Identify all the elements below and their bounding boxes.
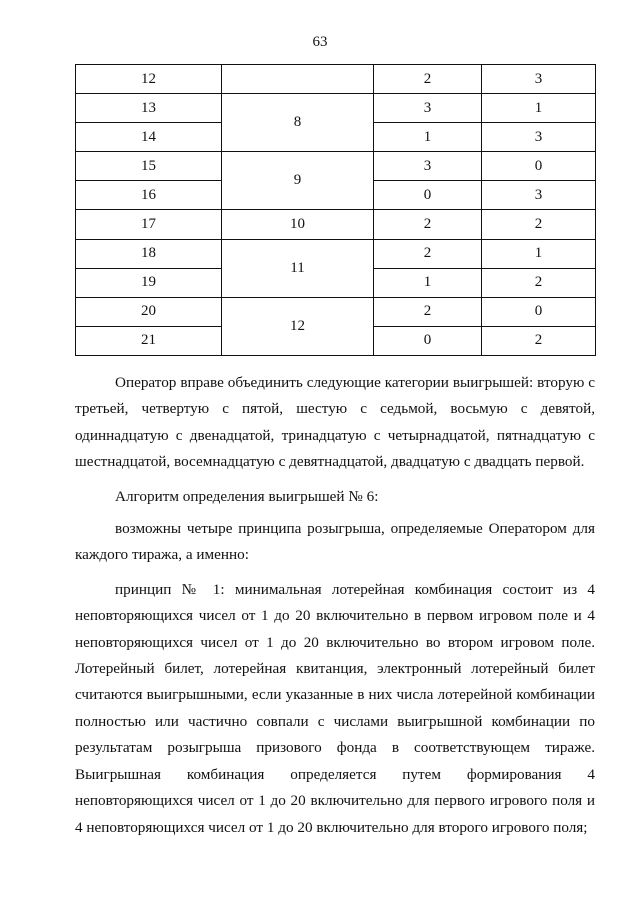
- table-row: [76, 297, 596, 326]
- table-cell: 2: [482, 326, 596, 355]
- table-cell: 2: [374, 239, 482, 268]
- table-cell: 14: [76, 123, 222, 152]
- table-cell-merged: 12: [222, 297, 374, 355]
- table-cell: 12: [76, 65, 222, 94]
- table-cell-merged: 11: [222, 239, 374, 297]
- table-cell: 0: [482, 152, 596, 181]
- table-cell: 0: [374, 326, 482, 355]
- table-cell: 17: [76, 210, 222, 239]
- table-cell: 3: [374, 94, 482, 123]
- table-cell: 15: [76, 152, 222, 181]
- table-cell: 20: [76, 297, 222, 326]
- table-cell: 0: [482, 297, 596, 326]
- table-cell: 10: [222, 210, 374, 239]
- table-cell: 3: [482, 123, 596, 152]
- table-cell: 2: [482, 210, 596, 239]
- table-cell: [222, 65, 374, 94]
- table-cell: 21: [76, 326, 222, 355]
- paragraph-category-merge: Оператор вправе объединить следующие категории выигрышей: вторую с третьей, четвертую с пятой, шестую с седьмой, восьмую с девятой, одиннадцатую с двенадцатой, тринадцатую с четырнадцатой, пятнадцатую с шестнадцатой, восемнадцатую с девятнадцатой, двадцатую с двадцать первой.: [75, 374, 595, 471]
- prize-category-table: [75, 64, 596, 356]
- table-cell: 19: [76, 268, 222, 297]
- table-cell: 3: [482, 181, 596, 210]
- table-row: [76, 65, 596, 94]
- table-cell: 1: [482, 239, 596, 268]
- table-cell: 0: [374, 181, 482, 210]
- table-cell-merged: 9: [222, 152, 374, 210]
- table-cell: 3: [374, 152, 482, 181]
- paragraph-algorithm-heading: Алгоритм определения выигрышей № 6:: [115, 487, 379, 505]
- table-cell: 2: [374, 65, 482, 94]
- table-cell: 2: [482, 268, 596, 297]
- table-cell: 1: [482, 94, 596, 123]
- table-row: [76, 94, 596, 123]
- table-cell: 2: [374, 210, 482, 239]
- table-cell: 13: [76, 94, 222, 123]
- page-number: 63: [312, 34, 328, 50]
- table-cell: 2: [374, 297, 482, 326]
- table-row: [76, 210, 596, 239]
- table-cell-merged: 8: [222, 94, 374, 152]
- table-cell: 3: [482, 65, 596, 94]
- paragraph-principle-1: принцип № 1: минимальная лотерейная комбинация состоит из 4 неповторяющихся чисел от 1 до 20 включительно в первом игровом поле и 4 неповторяющихся чисел от 1 до 20 включительно во втором игровом поле. Лотерейный билет, лотерейная квитанция, электронный лотерейный билет считаются выигрышными, если указанные в них числа лотерейной комбинации полностью или частично совпали с числами выигрышной комбинации по результатам розыгрыша призового фонда в соответствующем тираже. Выигрышная комбинация определяется путем формирования 4 неповторяющихся чисел от 1 до 20 включительно для первого игрового поля и 4 неповторяющихся чисел от 1 до 20 включительно для второго игрового поля;: [75, 580, 595, 836]
- table-cell: 16: [76, 181, 222, 210]
- table-row: [76, 152, 596, 181]
- table-cell: 1: [374, 123, 482, 152]
- body-text: [75, 370, 595, 849]
- table-cell: 18: [76, 239, 222, 268]
- table-row: [76, 239, 596, 268]
- paragraph-principles-intro: возможны четыре принципа розыгрыша, определяемые Оператором для каждого тиража, а именно:: [75, 520, 595, 564]
- table-cell: 1: [374, 268, 482, 297]
